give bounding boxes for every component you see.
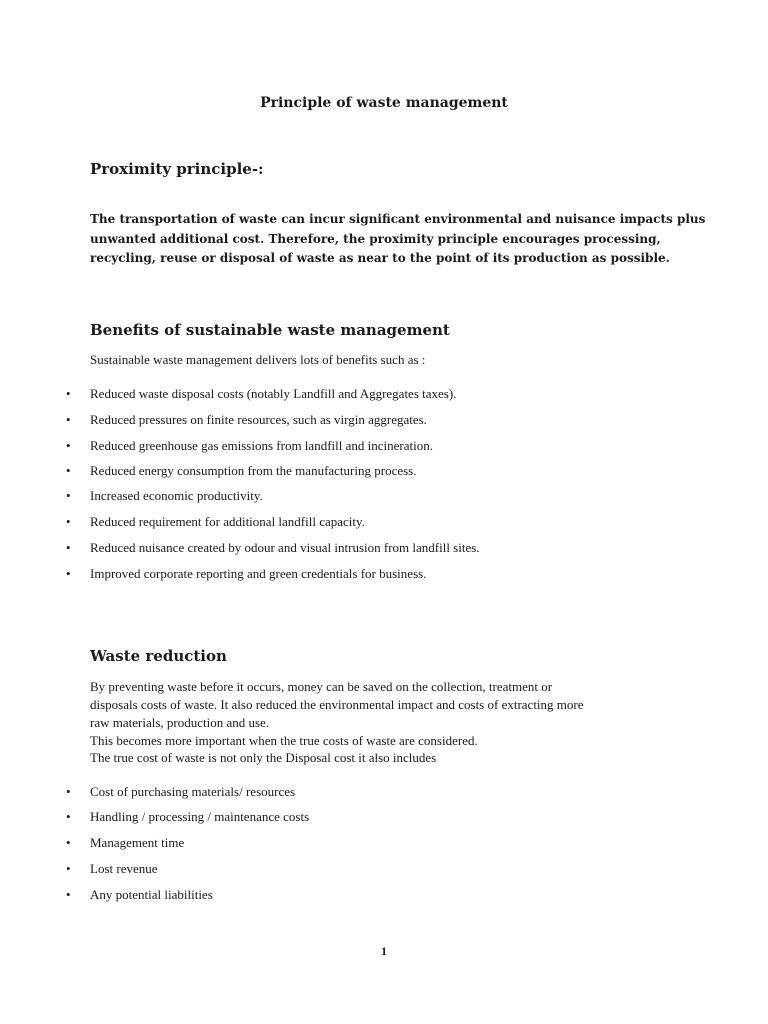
waste-reduction-heading: Waste reduction — [90, 647, 227, 665]
bullet-icon: • — [66, 809, 71, 824]
list-item-text: Any potential liabilities — [90, 887, 213, 902]
proximity-heading: Proximity principle-: — [90, 160, 264, 178]
paragraph-line: raw materials, production and use. — [90, 715, 270, 730]
list-item-text: Improved corporate reporting and green credentials for business. — [90, 566, 427, 581]
paragraph-line: disposals costs of waste. It also reduced the environmental impact and costs of extracting more — [90, 697, 584, 712]
bullet-icon: • — [66, 386, 71, 401]
list-item-text: Reduced nuisance created by odour and visual intrusion from landfill sites. — [90, 540, 480, 555]
paragraph-line: This becomes more important when the true costs of waste are considered. — [90, 733, 478, 748]
proximity-paragraph: The transportation of waste can incur significant environmental and nuisance impacts plus unwanted additional cost. Therefore, the proximity principle encourages processing, recycling, reuse or disposal of waste as near to the point of its production as possible. — [90, 212, 706, 265]
bullet-icon: • — [66, 835, 71, 850]
list-item-text: Cost of purchasing materials/ resources — [90, 784, 296, 799]
list-item-text: Lost revenue — [90, 861, 158, 876]
list-item-text: Reduced waste disposal costs (notably Landfill and Aggregates taxes). — [90, 386, 457, 401]
bullet-icon: • — [66, 784, 71, 799]
document-title: Principle of waste management — [260, 95, 508, 111]
bullet-icon: • — [66, 566, 71, 581]
list-item-text: Handling / processing / maintenance costs — [90, 809, 310, 824]
list-item-text: Reduced greenhouse gas emissions from landfill and incineration. — [90, 438, 433, 453]
paragraph-line: By preventing waste before it occurs, money can be saved on the collection, treatment or — [90, 679, 553, 694]
list-item-text: Management time — [90, 835, 185, 850]
paragraph-line: The true cost of waste is not only the Disposal cost it also includes — [90, 750, 437, 765]
bullet-icon: • — [66, 463, 71, 478]
bullet-icon: • — [66, 488, 71, 503]
benefits-heading: Benefits of sustainable waste management — [90, 321, 450, 339]
list-item-text: Reduced requirement for additional landfill capacity. — [90, 514, 365, 529]
list-item-text: Reduced pressures on finite resources, such as virgin aggregates. — [90, 412, 427, 427]
bullet-icon: • — [66, 412, 71, 427]
list-item-text: Reduced energy consumption from the manufacturing process. — [90, 463, 417, 478]
bullet-icon: • — [66, 861, 71, 876]
bullet-icon: • — [66, 540, 71, 555]
bullet-icon: • — [66, 514, 71, 529]
bullet-icon: • — [66, 438, 71, 453]
list-item-text: Increased economic productivity. — [90, 488, 263, 503]
bullet-icon: • — [66, 887, 71, 902]
page-number: 1 — [381, 944, 387, 958]
benefits-intro: Sustainable waste management delivers lots of benefits such as : — [90, 352, 426, 367]
